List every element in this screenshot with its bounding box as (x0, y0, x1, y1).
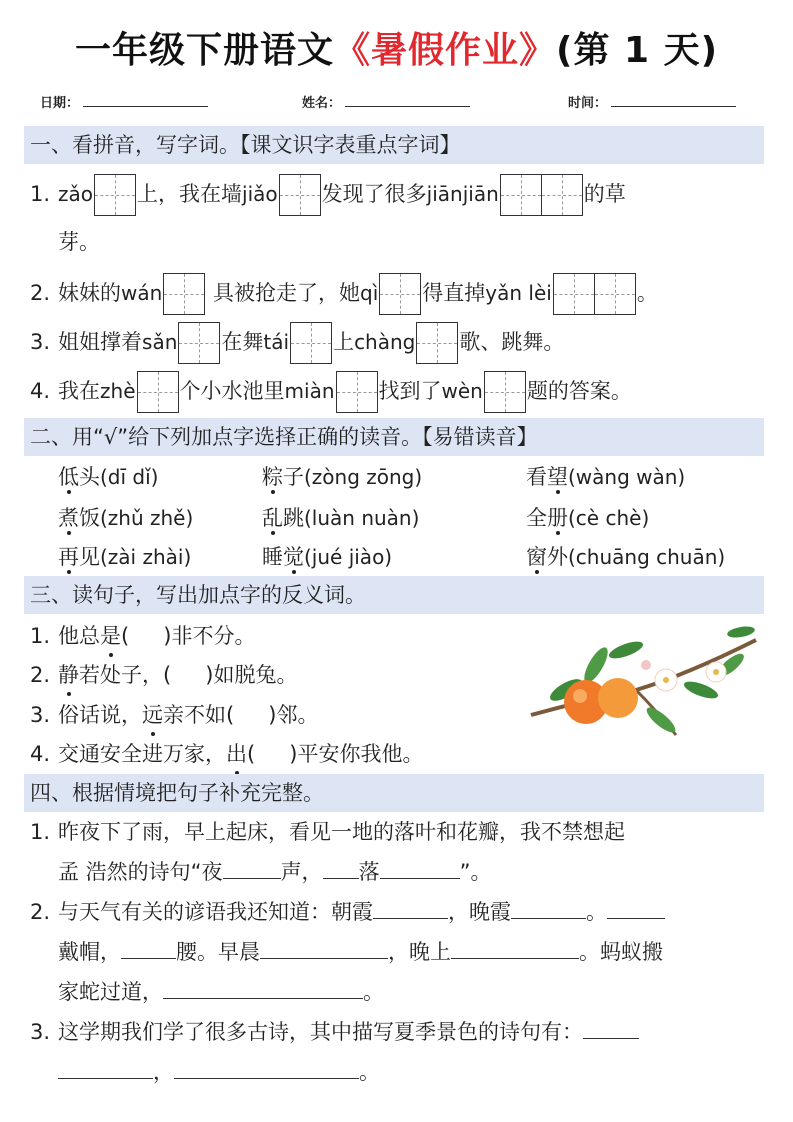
answer-blank[interactable] (451, 940, 579, 959)
pronunciation-item: 煮饭(zhǔ zhě) (58, 502, 193, 532)
answer-blank[interactable] (174, 1060, 359, 1079)
pronunciation-item: 粽子(zòng zōng) (262, 461, 422, 491)
date-field[interactable]: 日期： (40, 92, 208, 111)
tianzige-box[interactable] (500, 174, 542, 216)
pronunciation-item: 乱跳(luàn nuàn) (262, 502, 419, 532)
answer-blank[interactable] (58, 1060, 153, 1079)
answer-blank[interactable] (511, 900, 586, 919)
q4-line-2a: 2. 与天气有关的谚语我还知道：朝霞 ，晚霞 。 (30, 894, 665, 930)
answer-blank[interactable] (373, 900, 448, 919)
answer-blank[interactable] (583, 1020, 639, 1039)
title-highlight: 《暑假作业》 (333, 30, 556, 71)
q1-line-3: 3. 姐姐撑着sǎn 在舞tái 上chàng 歌、跳舞。 (30, 322, 564, 364)
pronunciation-item: 睡觉(jué jiào) (262, 541, 392, 571)
q3-line-2: 2. 静若处子，( )如脱兔。 (30, 657, 297, 693)
section-4-header: 四、根据情境把句子补充完整。 (24, 774, 764, 812)
pronunciation-item: 看望(wàng wàn) (526, 461, 685, 491)
page-title: 一年级下册语文《暑假作业》(第 1 天) (74, 30, 719, 71)
answer-blank[interactable] (323, 860, 359, 879)
answer-blank[interactable] (223, 860, 281, 879)
q1-line-2: 2. 妹妹的wán 具被抢走了，她qì 得直掉yǎn lèi 。 (30, 273, 658, 315)
tianzige-box[interactable] (94, 174, 136, 216)
q1-line-1b: 芽。 (58, 230, 100, 254)
tianzige-box[interactable] (416, 322, 458, 364)
section-1-header: 一、看拼音，写字词。【课文识字表重点字词】 (24, 126, 764, 164)
q1-line-4: 4. 我在zhè 个小水池里miàn 找到了wèn 题的答案。 (30, 371, 632, 413)
q3-line-4: 4. 交通安全进万家，出( )平安你我他。 (30, 736, 423, 772)
answer-blank[interactable] (607, 900, 665, 919)
q4-line-3b: ， 。 (58, 1054, 380, 1090)
tianzige-box[interactable] (279, 174, 321, 216)
tianzige-box[interactable] (290, 322, 332, 364)
tianzige-box[interactable] (541, 174, 583, 216)
q3-line-1: 1. 他总是( )非不分。 (30, 618, 255, 654)
q4-line-2b: 戴帽， 腰。早晨 ，晚上 。蚂蚁搬 (58, 940, 663, 964)
q1-line-1: 1. zǎo 上，我在墙jiǎo 发现了很多jiānjiān 的草 (30, 174, 626, 216)
tianzige-box[interactable] (137, 371, 179, 413)
tianzige-box[interactable] (379, 273, 421, 315)
pronunciation-item: 全册(cè chè) (526, 502, 649, 532)
answer-blank[interactable] (163, 980, 363, 999)
q4-line-1b: 孟 浩然的诗句“夜 声， 落 ”。 (58, 860, 492, 884)
tianzige-box[interactable] (178, 322, 220, 364)
q4-line-1a: 1. 昨夜下了雨，早上起床，看见一地的落叶和花瓣，我不禁想起 (30, 820, 626, 844)
tianzige-box[interactable] (553, 273, 595, 315)
answer-blank[interactable] (260, 940, 388, 959)
peach-branch-illustration (526, 620, 766, 750)
section-3-header: 三、读句子，写出加点字的反义词。 (24, 576, 764, 614)
q4-line-2c: 家蛇过道， 。 (58, 980, 384, 1004)
pronunciation-item: 窗外(chuāng chuān) (526, 541, 725, 571)
time-field[interactable]: 时间： (568, 92, 736, 111)
q4-line-3a: 3. 这学期我们学了很多古诗，其中描写夏季景色的诗句有： (30, 1014, 639, 1050)
tianzige-box[interactable] (594, 273, 636, 315)
q3-line-3: 3. 俗话说，远亲不如( )邻。 (30, 697, 318, 733)
answer-blank[interactable] (121, 940, 176, 959)
tianzige-box[interactable] (336, 371, 378, 413)
tianzige-box[interactable] (484, 371, 526, 413)
pronunciation-item: 再见(zài zhài) (58, 541, 191, 571)
section-2-header: 二、用“√”给下列加点字选择正确的读音。【易错读音】 (24, 418, 764, 456)
answer-blank[interactable] (380, 860, 460, 879)
tianzige-box[interactable] (163, 273, 205, 315)
pronunciation-item: 低头(dī dǐ) (58, 461, 158, 491)
name-field[interactable]: 姓名： (302, 92, 470, 111)
